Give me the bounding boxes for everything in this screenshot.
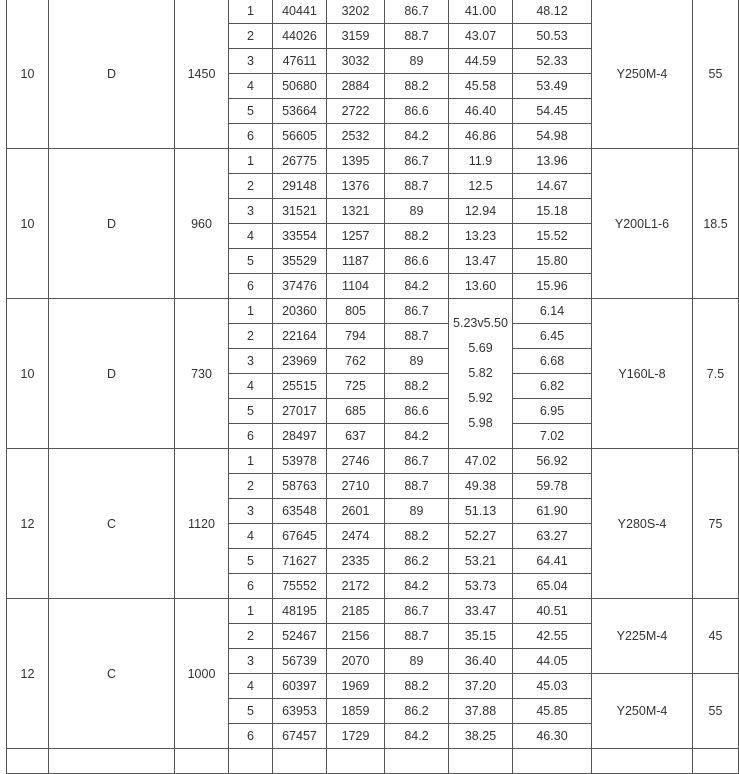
pressure-cell: 1321 <box>327 199 385 224</box>
shaft-power-value: 5.82 <box>468 366 493 380</box>
flow-cell: 25515 <box>273 374 327 399</box>
pressure-cell: 805 <box>327 299 385 324</box>
empty-cell <box>693 749 739 774</box>
shaft-power-cell: 13.47 <box>449 249 513 274</box>
empty-cell <box>592 749 693 774</box>
motor-model-cell: Y250M-4 <box>592 0 693 149</box>
type-cell: D <box>49 149 175 299</box>
table-row <box>7 149 739 174</box>
pressure-cell: 2532 <box>327 124 385 149</box>
shaft-power-cell: 37.20 <box>449 674 513 699</box>
shaft-power-cell: 13.60 <box>449 274 513 299</box>
efficiency-cell: 84.2 <box>385 574 449 599</box>
motor-power-cell: 55 <box>693 0 739 149</box>
point-no-cell: 3 <box>229 199 273 224</box>
flow-cell: 60397 <box>273 674 327 699</box>
point-no-cell: 3 <box>229 349 273 374</box>
table-row <box>7 299 739 324</box>
shaft-power-cell: 43.07 <box>449 24 513 49</box>
required-power-cell: 46.30 <box>513 724 592 749</box>
required-power-cell: 56.92 <box>513 449 592 474</box>
efficiency-cell: 86.7 <box>385 299 449 324</box>
required-power-cell: 63.27 <box>513 524 592 549</box>
efficiency-cell: 89 <box>385 199 449 224</box>
flow-cell: 40441 <box>273 0 327 24</box>
point-no-cell: 4 <box>229 524 273 549</box>
flow-cell: 35529 <box>273 249 327 274</box>
pressure-cell: 794 <box>327 324 385 349</box>
shaft-power-value: 5.92 <box>468 391 493 405</box>
point-no-cell: 3 <box>229 649 273 674</box>
efficiency-cell: 84.2 <box>385 124 449 149</box>
point-no-cell: 3 <box>229 499 273 524</box>
pressure-cell: 3159 <box>327 24 385 49</box>
required-power-cell: 15.96 <box>513 274 592 299</box>
efficiency-cell: 89 <box>385 649 449 674</box>
stages-cell: 10 <box>7 0 49 149</box>
pressure-cell: 1104 <box>327 274 385 299</box>
required-power-cell: 52.33 <box>513 49 592 74</box>
flow-cell: 48195 <box>273 599 327 624</box>
empty-cell <box>229 749 273 774</box>
motor-power-cell: 18.5 <box>693 149 739 299</box>
point-no-cell: 1 <box>229 599 273 624</box>
shaft-power-cell: 53.21 <box>449 549 513 574</box>
table-body <box>7 0 739 774</box>
point-no-cell: 5 <box>229 549 273 574</box>
efficiency-cell: 86.6 <box>385 249 449 274</box>
flow-cell: 56739 <box>273 649 327 674</box>
type-cell: D <box>49 299 175 449</box>
shaft-power-cell: 51.13 <box>449 499 513 524</box>
pressure-cell: 1395 <box>327 149 385 174</box>
pressure-cell: 1257 <box>327 224 385 249</box>
motor-power-cell: 55 <box>693 674 739 749</box>
required-power-cell: 6.45 <box>513 324 592 349</box>
point-no-cell: 5 <box>229 399 273 424</box>
pressure-cell: 1729 <box>327 724 385 749</box>
point-no-cell: 2 <box>229 24 273 49</box>
speed-cell: 960 <box>175 149 229 299</box>
pressure-cell: 1187 <box>327 249 385 274</box>
required-power-cell: 6.95 <box>513 399 592 424</box>
flow-cell: 28497 <box>273 424 327 449</box>
required-power-cell: 15.52 <box>513 224 592 249</box>
flow-cell: 67645 <box>273 524 327 549</box>
required-power-cell: 50.53 <box>513 24 592 49</box>
required-power-cell: 7.02 <box>513 424 592 449</box>
motor-power-cell: 75 <box>693 449 739 599</box>
shaft-power-value: 5.69 <box>468 341 493 355</box>
required-power-cell: 61.90 <box>513 499 592 524</box>
shaft-power-stack-cell <box>449 299 513 449</box>
flow-cell: 26775 <box>273 149 327 174</box>
required-power-cell: 15.18 <box>513 199 592 224</box>
required-power-cell: 14.67 <box>513 174 592 199</box>
pressure-cell: 3032 <box>327 49 385 74</box>
point-no-cell: 2 <box>229 324 273 349</box>
point-no-cell: 4 <box>229 374 273 399</box>
shaft-power-cell: 13.23 <box>449 224 513 249</box>
required-power-cell: 59.78 <box>513 474 592 499</box>
efficiency-cell: 86.2 <box>385 699 449 724</box>
efficiency-cell: 86.7 <box>385 449 449 474</box>
speed-cell: 730 <box>175 299 229 449</box>
point-no-cell: 2 <box>229 624 273 649</box>
point-no-cell: 1 <box>229 449 273 474</box>
point-no-cell: 4 <box>229 224 273 249</box>
efficiency-cell: 89 <box>385 499 449 524</box>
point-no-cell: 4 <box>229 74 273 99</box>
speed-cell: 1000 <box>175 599 229 749</box>
flow-cell: 63953 <box>273 699 327 724</box>
shaft-power-cell: 44.59 <box>449 49 513 74</box>
shaft-power-cell: 49.38 <box>449 474 513 499</box>
pressure-cell: 2070 <box>327 649 385 674</box>
motor-model-cell: Y225M-4 <box>592 599 693 674</box>
efficiency-cell: 88.2 <box>385 524 449 549</box>
pressure-cell: 2474 <box>327 524 385 549</box>
pressure-cell: 2335 <box>327 549 385 574</box>
shaft-power-cell: 46.86 <box>449 124 513 149</box>
type-cell: D <box>49 0 175 149</box>
point-no-cell: 5 <box>229 699 273 724</box>
shaft-power-cell: 41.00 <box>449 0 513 24</box>
efficiency-cell: 86.6 <box>385 399 449 424</box>
required-power-cell: 54.98 <box>513 124 592 149</box>
pressure-cell: 637 <box>327 424 385 449</box>
efficiency-cell: 86.2 <box>385 549 449 574</box>
point-no-cell: 1 <box>229 0 273 24</box>
flow-cell: 75552 <box>273 574 327 599</box>
shaft-power-cell: 36.40 <box>449 649 513 674</box>
flow-cell: 53664 <box>273 99 327 124</box>
required-power-cell: 54.45 <box>513 99 592 124</box>
pressure-cell: 762 <box>327 349 385 374</box>
flow-cell: 37476 <box>273 274 327 299</box>
efficiency-cell: 88.2 <box>385 374 449 399</box>
efficiency-cell: 84.2 <box>385 724 449 749</box>
empty-cell <box>7 749 49 774</box>
pressure-cell: 2746 <box>327 449 385 474</box>
point-no-cell: 3 <box>229 49 273 74</box>
pressure-cell: 2710 <box>327 474 385 499</box>
flow-cell: 58763 <box>273 474 327 499</box>
efficiency-cell: 88.7 <box>385 624 449 649</box>
required-power-cell: 45.85 <box>513 699 592 724</box>
required-power-cell: 13.96 <box>513 149 592 174</box>
efficiency-cell: 89 <box>385 49 449 74</box>
motor-power-cell: 7.5 <box>693 299 739 449</box>
point-no-cell: 2 <box>229 174 273 199</box>
stages-cell: 10 <box>7 149 49 299</box>
efficiency-cell: 88.7 <box>385 24 449 49</box>
flow-cell: 31521 <box>273 199 327 224</box>
flow-cell: 52467 <box>273 624 327 649</box>
flow-cell: 44026 <box>273 24 327 49</box>
efficiency-cell: 88.7 <box>385 474 449 499</box>
point-no-cell: 6 <box>229 124 273 149</box>
efficiency-cell: 86.7 <box>385 599 449 624</box>
point-no-cell: 1 <box>229 149 273 174</box>
point-no-cell: 2 <box>229 474 273 499</box>
shaft-power-cell: 11.9 <box>449 149 513 174</box>
empty-cell <box>49 749 175 774</box>
efficiency-cell: 89 <box>385 349 449 374</box>
efficiency-cell: 84.2 <box>385 274 449 299</box>
point-no-cell: 4 <box>229 674 273 699</box>
point-no-cell: 5 <box>229 249 273 274</box>
required-power-cell: 6.68 <box>513 349 592 374</box>
pressure-cell: 2185 <box>327 599 385 624</box>
pressure-cell: 2722 <box>327 99 385 124</box>
point-no-cell: 6 <box>229 724 273 749</box>
required-power-cell: 48.12 <box>513 0 592 24</box>
efficiency-cell: 88.7 <box>385 174 449 199</box>
pressure-cell: 1969 <box>327 674 385 699</box>
flow-cell: 23969 <box>273 349 327 374</box>
pressure-cell: 1859 <box>327 699 385 724</box>
flow-cell: 56605 <box>273 124 327 149</box>
efficiency-cell: 84.2 <box>385 424 449 449</box>
flow-cell: 29148 <box>273 174 327 199</box>
point-no-cell: 6 <box>229 424 273 449</box>
required-power-cell: 53.49 <box>513 74 592 99</box>
flow-cell: 50680 <box>273 74 327 99</box>
efficiency-cell: 86.7 <box>385 0 449 24</box>
shaft-power-cell: 46.40 <box>449 99 513 124</box>
shaft-power-cell: 12.5 <box>449 174 513 199</box>
flow-cell: 67457 <box>273 724 327 749</box>
speed-cell: 1450 <box>175 0 229 149</box>
flow-cell: 22164 <box>273 324 327 349</box>
efficiency-cell: 88.7 <box>385 324 449 349</box>
shaft-power-cell: 52.27 <box>449 524 513 549</box>
empty-cell <box>273 749 327 774</box>
required-power-cell: 45.03 <box>513 674 592 699</box>
shaft-power-cell: 12.94 <box>449 199 513 224</box>
table-row <box>7 599 739 624</box>
pressure-cell: 3202 <box>327 0 385 24</box>
shaft-power-cell: 37.88 <box>449 699 513 724</box>
pressure-cell: 2156 <box>327 624 385 649</box>
empty-cell <box>449 749 513 774</box>
table-row <box>7 749 739 774</box>
efficiency-cell: 88.2 <box>385 224 449 249</box>
stages-cell: 10 <box>7 299 49 449</box>
flow-cell: 47611 <box>273 49 327 74</box>
pressure-cell: 2601 <box>327 499 385 524</box>
pressure-cell: 2884 <box>327 74 385 99</box>
flow-cell: 20360 <box>273 299 327 324</box>
motor-model-cell: Y280S-4 <box>592 449 693 599</box>
shaft-power-cell: 45.58 <box>449 74 513 99</box>
required-power-cell: 65.04 <box>513 574 592 599</box>
motor-model-cell: Y200L1-6 <box>592 149 693 299</box>
shaft-power-cell: 53.73 <box>449 574 513 599</box>
speed-cell: 1120 <box>175 449 229 599</box>
stages-cell: 12 <box>7 599 49 749</box>
stages-cell: 12 <box>7 449 49 599</box>
required-power-cell: 6.82 <box>513 374 592 399</box>
point-no-cell: 5 <box>229 99 273 124</box>
type-cell: C <box>49 449 175 599</box>
table-row <box>7 449 739 474</box>
spec-table-container <box>6 0 728 774</box>
efficiency-cell: 88.2 <box>385 74 449 99</box>
point-no-cell: 6 <box>229 274 273 299</box>
empty-cell <box>513 749 592 774</box>
pressure-cell: 2172 <box>327 574 385 599</box>
required-power-cell: 42.55 <box>513 624 592 649</box>
point-no-cell: 1 <box>229 299 273 324</box>
required-power-cell: 15.80 <box>513 249 592 274</box>
shaft-power-cell: 35.15 <box>449 624 513 649</box>
flow-cell: 53978 <box>273 449 327 474</box>
point-no-cell: 6 <box>229 574 273 599</box>
pressure-cell: 725 <box>327 374 385 399</box>
pressure-cell: 1376 <box>327 174 385 199</box>
shaft-power-cell: 47.02 <box>449 449 513 474</box>
empty-cell <box>385 749 449 774</box>
shaft-power-value: 5.23v5.50 <box>453 316 508 330</box>
required-power-cell: 44.05 <box>513 649 592 674</box>
flow-cell: 33554 <box>273 224 327 249</box>
pressure-cell: 685 <box>327 399 385 424</box>
shaft-power-value: 5.98 <box>468 416 493 430</box>
efficiency-cell: 88.2 <box>385 674 449 699</box>
shaft-power-cell: 33.47 <box>449 599 513 624</box>
flow-cell: 71627 <box>273 549 327 574</box>
efficiency-cell: 86.7 <box>385 149 449 174</box>
required-power-cell: 64.41 <box>513 549 592 574</box>
required-power-cell: 6.14 <box>513 299 592 324</box>
motor-model-cell: Y160L-8 <box>592 299 693 449</box>
table-row <box>7 0 739 24</box>
flow-cell: 63548 <box>273 499 327 524</box>
empty-cell <box>327 749 385 774</box>
flow-cell: 27017 <box>273 399 327 424</box>
efficiency-cell: 86.6 <box>385 99 449 124</box>
fan-performance-table <box>6 0 739 774</box>
type-cell: C <box>49 599 175 749</box>
motor-model-cell: Y250M-4 <box>592 674 693 749</box>
required-power-cell: 40.51 <box>513 599 592 624</box>
motor-power-cell: 45 <box>693 599 739 674</box>
empty-cell <box>175 749 229 774</box>
shaft-power-cell: 38.25 <box>449 724 513 749</box>
